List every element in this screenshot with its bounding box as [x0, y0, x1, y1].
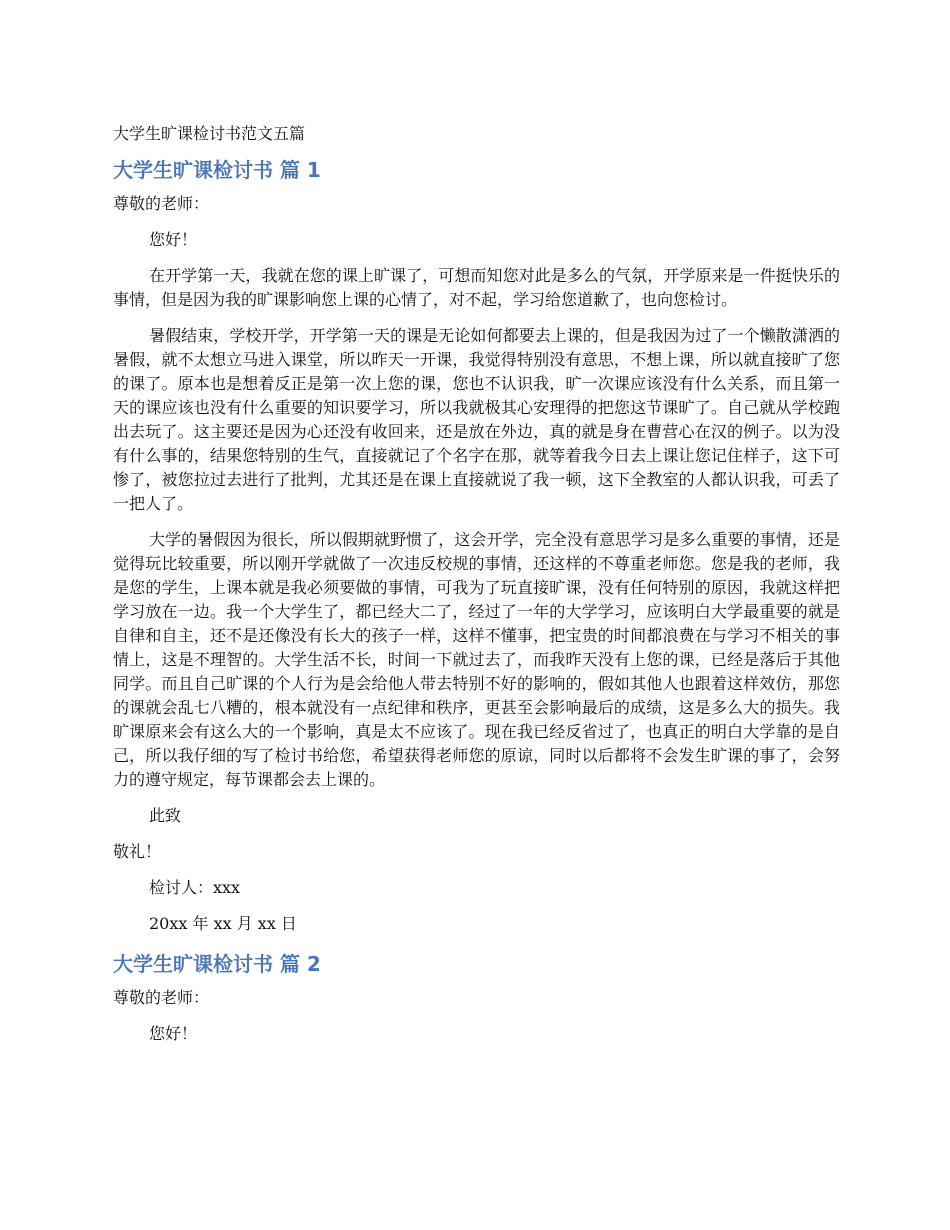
section-1-heading-number: 篇 1 — [279, 158, 321, 182]
section-2 — [113, 950, 840, 1046]
section-1 — [113, 156, 840, 936]
section-2-heading-text: 大学生旷课检讨书 — [113, 952, 273, 976]
document-title: 大学生旷课检讨书范文五篇 — [113, 124, 306, 143]
section-1-greeting: 您好！ — [149, 230, 198, 249]
section-1-signer: 检讨人：xxx — [149, 878, 241, 897]
section-1-heading — [113, 156, 840, 184]
section-1-paragraph-1: 在开学第一天，我就在您的课上旷课了，可想而知您对此是多么的气氛，开学原来是一件挺快乐的事情，但是因为我的旷课影响您上课的心情了，对不起，学习给您道歉了，也向您检讨。 — [113, 266, 840, 309]
section-1-heading-text: 大学生旷课检讨书 — [113, 158, 273, 182]
section-2-heading — [113, 950, 840, 978]
section-2-salutation: 尊敬的老师： — [113, 988, 210, 1007]
section-1-closing: 此致 — [149, 806, 182, 825]
section-1-paragraph-3: 大学的暑假因为很长，所以假期就野惯了，这会开学，完全没有意思学习是多么重要的事情，还是觉得玩比较重要，所以刚开学就做了一次违反校规的事情，还这样的不尊重老师您。您是我的老师，我是您的学生，上课本就是我必须要做的事情，可我为了玩直接旷课，没有任何特别的原因，我就这样把学习放在一边。我一个大学生了，都已经大二了，经过了一年的大学学习，应该明白大学最重要的就是自律和自主，还不是还像没有长大的孩子一样，这样不懂事，把宝贵的时间都浪费在与学习不相关的事情上，这是不理智的。大学生活不长，时间一下就过去了，而我昨天没有上您的课，已经是落后于其他同学。而且自己旷课的个人行为是会给他人带去特别不好的影响的，假如其他人也跟着这样效仿，那您的课就会乱七八糟的，根本就没有一点纪律和秩序，更甚至会影响最后的成绩，这是多么大的损失。我旷课原来会有这么大的一个影响，真是太不应该了。现在我已经反省过了，也真正的明白大学靠的是自己，所以我仔细的写了检讨书给您，希望获得老师您的原谅，同时以后都将不会发生旷课的事了，会努力的遵守规定，每节课都会去上课的。 — [113, 530, 840, 789]
section-1-salutation: 尊敬的老师： — [113, 194, 210, 213]
section-2-heading-number: 篇 2 — [279, 952, 321, 976]
section-1-regards: 敬礼！ — [113, 842, 162, 861]
section-1-paragraph-2: 暑假结束，学校开学，开学第一天的课是无论如何都要去上课的，但是我因为过了一个懒散潇洒的暑假，就不太想立马进入课堂，所以昨天一开课，我觉得特别没有意思，不想上课，所以就直接旷了您的课了。原本也是想着反正是第一次上您的课，您也不认识我，旷一次课应该没有什么关系，而且第一天的课应该也没有什么重要的知识要学习，所以我就极其心安理得的把您这节课旷了。自己就从学校跑出去玩了。这主要还是因为心还没有收回来，还是放在外边，真的就是身在曹营心在汉的例子。以为没有什么事的，结果您特别的生气，直接就记了个名字在那，就等着我今日去上课让您记住样子，这下可惨了，被您拉过去进行了批判，尤其还是在课上直接就说了我一顿，这下全教室的人都认识我，可丢了一把人了。 — [113, 326, 840, 513]
section-1-date: 20xx 年 xx 月 xx 日 — [149, 914, 297, 933]
section-2-greeting: 您好！ — [149, 1024, 198, 1043]
document-page — [113, 122, 840, 1058]
